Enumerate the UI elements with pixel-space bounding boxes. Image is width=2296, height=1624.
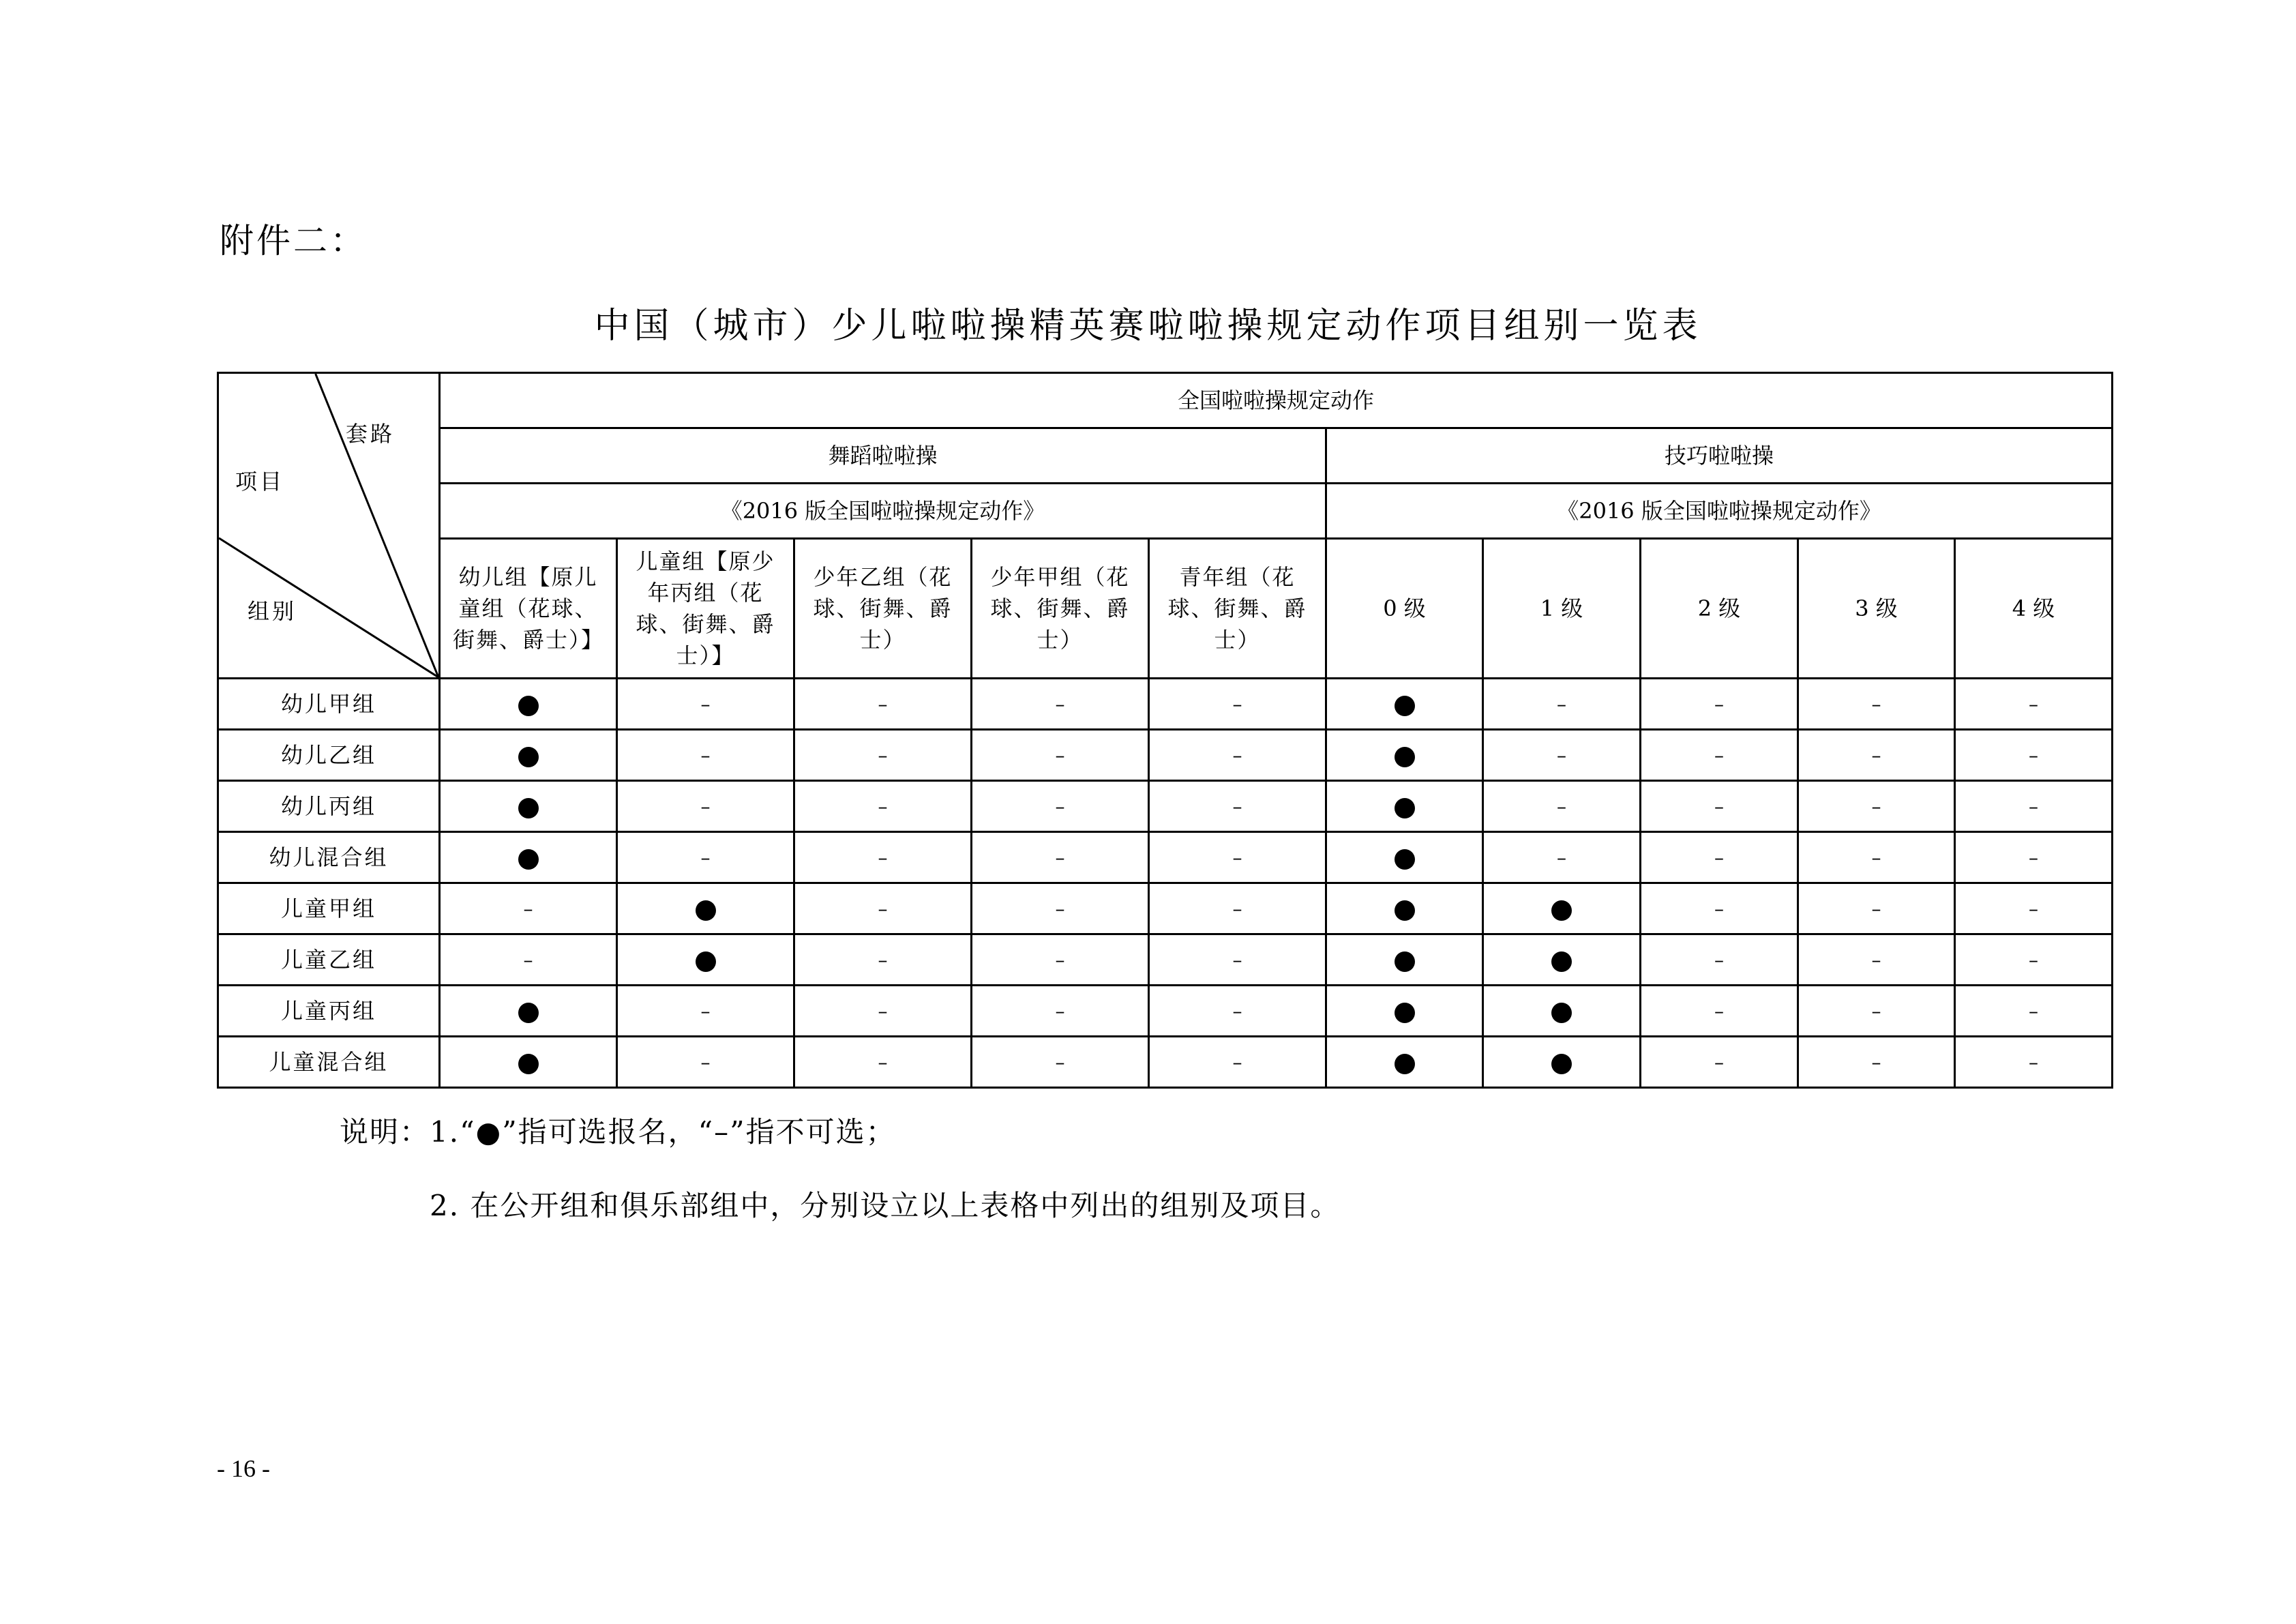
filled-dot-icon <box>696 951 716 972</box>
dash-mark: – <box>1871 693 1881 715</box>
table-corner-cell <box>218 373 440 679</box>
dash-mark: – <box>1557 795 1566 818</box>
row-group-label: 儿童混合组 <box>218 1037 440 1088</box>
cell-selectable <box>1326 679 1483 730</box>
header-skill-cheer: 技巧啦啦操 <box>1326 428 2113 484</box>
table-row <box>218 986 2113 1037</box>
column-header-label: 青年组（花球、街舞、爵士） <box>1167 564 1307 653</box>
page-number: - 16 - <box>217 1455 270 1482</box>
cell-not-selectable <box>1798 679 1955 730</box>
cell-not-selectable <box>794 883 972 934</box>
header-national-routines: 全国啦啦操规定动作 <box>440 373 2113 428</box>
note-line-1: 说明：1.“●”指可选报名，“–”指不可选； <box>340 1115 896 1149</box>
cell-not-selectable <box>1641 832 1798 883</box>
filled-dot-icon <box>518 798 539 818</box>
dash-mark: – <box>1055 795 1065 818</box>
cell-selectable <box>1326 730 1483 781</box>
dash-mark: – <box>2029 795 2039 818</box>
dash-mark: – <box>700 1000 711 1022</box>
cell-not-selectable <box>1798 883 1955 934</box>
dash-mark: – <box>1232 846 1242 869</box>
cell-not-selectable <box>617 781 794 832</box>
row-group-label: 儿童丙组 <box>218 986 440 1037</box>
cell-not-selectable <box>972 679 1149 730</box>
column-header-skill-level: 4 级 <box>1955 539 2113 679</box>
cell-selectable <box>1483 986 1641 1037</box>
table-row <box>218 781 2113 832</box>
cell-not-selectable <box>1955 832 2113 883</box>
cell-not-selectable <box>1483 832 1641 883</box>
cell-not-selectable <box>1798 1037 1955 1088</box>
filled-dot-icon <box>518 849 539 870</box>
dash-mark: – <box>878 1000 888 1022</box>
dash-mark: – <box>1714 1000 1724 1022</box>
cell-selectable <box>617 883 794 934</box>
cell-not-selectable <box>1149 1037 1326 1088</box>
cell-not-selectable <box>794 832 972 883</box>
cell-selectable <box>617 934 794 986</box>
cell-not-selectable <box>1641 986 1798 1037</box>
filled-dot-icon <box>518 1054 539 1074</box>
cell-not-selectable <box>794 1037 972 1088</box>
cell-not-selectable <box>1149 883 1326 934</box>
document-title: 中国（城市）少儿啦啦操精英赛啦啦操规定动作项目组别一览表 <box>594 306 1702 346</box>
dash-mark: – <box>2029 898 2039 920</box>
dash-mark: – <box>1232 693 1242 715</box>
table-row <box>218 934 2113 986</box>
cell-not-selectable <box>794 679 972 730</box>
dash-mark: – <box>878 744 888 767</box>
cell-not-selectable <box>1483 781 1641 832</box>
filled-dot-icon <box>1395 900 1415 921</box>
dash-mark: – <box>523 949 533 971</box>
corner-group-label: 组别 <box>248 598 297 624</box>
row-group-label: 幼儿丙组 <box>218 781 440 832</box>
cell-selectable <box>1483 1037 1641 1088</box>
dash-mark: – <box>1871 795 1881 818</box>
filled-dot-icon <box>1395 747 1415 767</box>
cell-not-selectable <box>1149 781 1326 832</box>
filled-dot-icon <box>518 747 539 767</box>
cell-not-selectable <box>1483 679 1641 730</box>
dash-mark: – <box>1232 898 1242 920</box>
dash-mark: – <box>700 795 711 818</box>
corner-route-label: 套路 <box>346 421 396 447</box>
cell-not-selectable <box>972 832 1149 883</box>
cell-not-selectable <box>972 883 1149 934</box>
dash-mark: – <box>700 744 711 767</box>
eligibility-table <box>217 372 2113 1089</box>
dash-mark: – <box>1714 795 1724 818</box>
row-group-label: 幼儿甲组 <box>218 679 440 730</box>
cell-not-selectable <box>1641 883 1798 934</box>
dash-mark: – <box>1871 949 1881 971</box>
cell-not-selectable <box>1955 1037 2113 1088</box>
column-header-dance <box>440 539 617 679</box>
cell-not-selectable <box>617 832 794 883</box>
cell-selectable <box>440 986 617 1037</box>
cell-not-selectable <box>1641 730 1798 781</box>
cell-not-selectable <box>1955 934 2113 986</box>
column-header-label: 儿童组【原少年丙组（花球、街舞、爵士）】 <box>636 548 775 668</box>
row-group-label: 幼儿混合组 <box>218 832 440 883</box>
cell-not-selectable <box>972 781 1149 832</box>
filled-dot-icon <box>1551 900 1572 921</box>
dash-mark: – <box>2029 1051 2039 1074</box>
cell-selectable <box>440 1037 617 1088</box>
corner-item-label: 项目 <box>235 469 285 494</box>
column-header-label: 少年乙组（花球、街舞、爵士） <box>813 564 953 653</box>
cell-not-selectable <box>972 934 1149 986</box>
dash-mark: – <box>1714 693 1724 715</box>
cell-not-selectable <box>1798 730 1955 781</box>
cell-selectable <box>1326 832 1483 883</box>
note-line-2: 2. 在公开组和俱乐部组中，分别设立以上表格中列出的组别及项目。 <box>430 1189 1341 1222</box>
dash-mark: – <box>523 898 533 920</box>
row-group-label: 幼儿乙组 <box>218 730 440 781</box>
cell-not-selectable <box>1798 986 1955 1037</box>
cell-selectable <box>1483 883 1641 934</box>
corner-diagonal-lines <box>219 374 438 677</box>
column-header-skill-level: 3 级 <box>1798 539 1955 679</box>
dash-mark: – <box>1557 846 1566 869</box>
dash-mark: – <box>878 1051 888 1074</box>
dash-mark: – <box>1557 744 1566 767</box>
column-header-dance <box>617 539 794 679</box>
table-row <box>218 730 2113 781</box>
dash-mark: – <box>1714 1051 1724 1074</box>
dash-mark: – <box>1871 846 1881 869</box>
header-skill-edition: 《2016 版全国啦啦操规定动作》 <box>1326 484 2113 539</box>
dash-mark: – <box>878 949 888 971</box>
column-header-label: 少年甲组（花球、街舞、爵士） <box>990 564 1130 653</box>
filled-dot-icon <box>518 1003 539 1023</box>
dash-mark: – <box>1055 949 1065 971</box>
filled-dot-icon <box>1551 1054 1572 1074</box>
cell-selectable <box>1326 986 1483 1037</box>
dash-mark: – <box>2029 846 2039 869</box>
cell-not-selectable <box>1798 832 1955 883</box>
cell-not-selectable <box>794 934 972 986</box>
dash-mark: – <box>1871 1051 1881 1074</box>
cell-selectable <box>1326 781 1483 832</box>
table-row <box>218 1037 2113 1088</box>
dash-mark: – <box>1055 1000 1065 1022</box>
cell-not-selectable <box>1641 934 1798 986</box>
cell-not-selectable <box>794 781 972 832</box>
cell-not-selectable <box>972 730 1149 781</box>
cell-not-selectable <box>440 934 617 986</box>
dash-mark: – <box>1055 693 1065 715</box>
header-dance-edition: 《2016 版全国啦啦操规定动作》 <box>440 484 1326 539</box>
dash-mark: – <box>1055 1051 1065 1074</box>
dash-mark: – <box>1232 949 1242 971</box>
column-header-skill-level: 0 级 <box>1326 539 1483 679</box>
dash-mark: – <box>878 898 888 920</box>
cell-not-selectable <box>1149 679 1326 730</box>
cell-not-selectable <box>1483 730 1641 781</box>
row-group-label: 儿童甲组 <box>218 883 440 934</box>
dash-mark: – <box>1055 744 1065 767</box>
column-header-dance <box>972 539 1149 679</box>
column-header-skill-level: 2 级 <box>1641 539 1798 679</box>
dash-mark: – <box>878 693 888 715</box>
filled-dot-icon <box>1551 1003 1572 1023</box>
dash-mark: – <box>1871 898 1881 920</box>
dash-mark: – <box>1714 846 1724 869</box>
dash-mark: – <box>2029 1000 2039 1022</box>
filled-dot-icon <box>518 696 539 716</box>
column-header-label: 幼儿组【原儿童组（花球、街舞、爵士）】 <box>453 564 605 653</box>
filled-dot-icon <box>1395 1054 1415 1074</box>
dash-mark: – <box>1232 744 1242 767</box>
table-row <box>218 883 2113 934</box>
cell-not-selectable <box>1149 730 1326 781</box>
cell-not-selectable <box>972 986 1149 1037</box>
cell-not-selectable <box>617 679 794 730</box>
dash-mark: – <box>1557 693 1566 715</box>
cell-not-selectable <box>617 986 794 1037</box>
filled-dot-icon <box>1551 951 1572 972</box>
dash-mark: – <box>1055 846 1065 869</box>
filled-dot-icon <box>1395 696 1415 716</box>
dash-mark: – <box>700 846 711 869</box>
cell-not-selectable <box>1955 781 2113 832</box>
header-dance-cheer: 舞蹈啦啦操 <box>440 428 1326 484</box>
cell-not-selectable <box>972 1037 1149 1088</box>
cell-not-selectable <box>1955 883 2113 934</box>
filled-dot-icon <box>1395 798 1415 818</box>
dash-mark: – <box>1714 898 1724 920</box>
dash-mark: – <box>1714 744 1724 767</box>
cell-not-selectable <box>1149 934 1326 986</box>
filled-dot-icon <box>1395 849 1415 870</box>
cell-selectable <box>440 730 617 781</box>
cell-not-selectable <box>1641 1037 1798 1088</box>
cell-not-selectable <box>794 730 972 781</box>
column-header-dance <box>794 539 972 679</box>
cell-selectable <box>1326 883 1483 934</box>
cell-selectable <box>440 832 617 883</box>
dash-mark: – <box>1232 1000 1242 1022</box>
cell-not-selectable <box>440 883 617 934</box>
dash-mark: – <box>1232 1051 1242 1074</box>
cell-not-selectable <box>794 986 972 1037</box>
dash-mark: – <box>700 1051 711 1074</box>
dash-mark: – <box>1871 744 1881 767</box>
cell-selectable <box>1326 1037 1483 1088</box>
dash-mark: – <box>1871 1000 1881 1022</box>
cell-selectable <box>1483 934 1641 986</box>
cell-not-selectable <box>1641 679 1798 730</box>
cell-not-selectable <box>1955 679 2113 730</box>
filled-dot-icon <box>696 900 716 921</box>
cell-not-selectable <box>1149 832 1326 883</box>
dash-mark: – <box>2029 693 2039 715</box>
column-header-skill-level: 1 级 <box>1483 539 1641 679</box>
cell-not-selectable <box>1149 986 1326 1037</box>
cell-selectable <box>440 679 617 730</box>
dash-mark: – <box>1232 795 1242 818</box>
column-header-dance <box>1149 539 1326 679</box>
filled-dot-icon <box>1395 1003 1415 1023</box>
cell-not-selectable <box>1641 781 1798 832</box>
table-row <box>218 679 2113 730</box>
dash-mark: – <box>2029 744 2039 767</box>
cell-not-selectable <box>1798 781 1955 832</box>
cell-not-selectable <box>617 1037 794 1088</box>
dash-mark: – <box>878 795 888 818</box>
filled-dot-icon <box>1395 951 1415 972</box>
cell-not-selectable <box>617 730 794 781</box>
dash-mark: – <box>1714 949 1724 971</box>
dash-mark: – <box>1055 898 1065 920</box>
dash-mark: – <box>878 846 888 869</box>
cell-selectable <box>440 781 617 832</box>
cell-not-selectable <box>1955 986 2113 1037</box>
dash-mark: – <box>2029 949 2039 971</box>
attachment-label: 附件二： <box>220 221 367 261</box>
cell-not-selectable <box>1955 730 2113 781</box>
cell-not-selectable <box>1798 934 1955 986</box>
row-group-label: 儿童乙组 <box>218 934 440 986</box>
dash-mark: – <box>700 693 711 715</box>
table-row <box>218 832 2113 883</box>
cell-selectable <box>1326 934 1483 986</box>
